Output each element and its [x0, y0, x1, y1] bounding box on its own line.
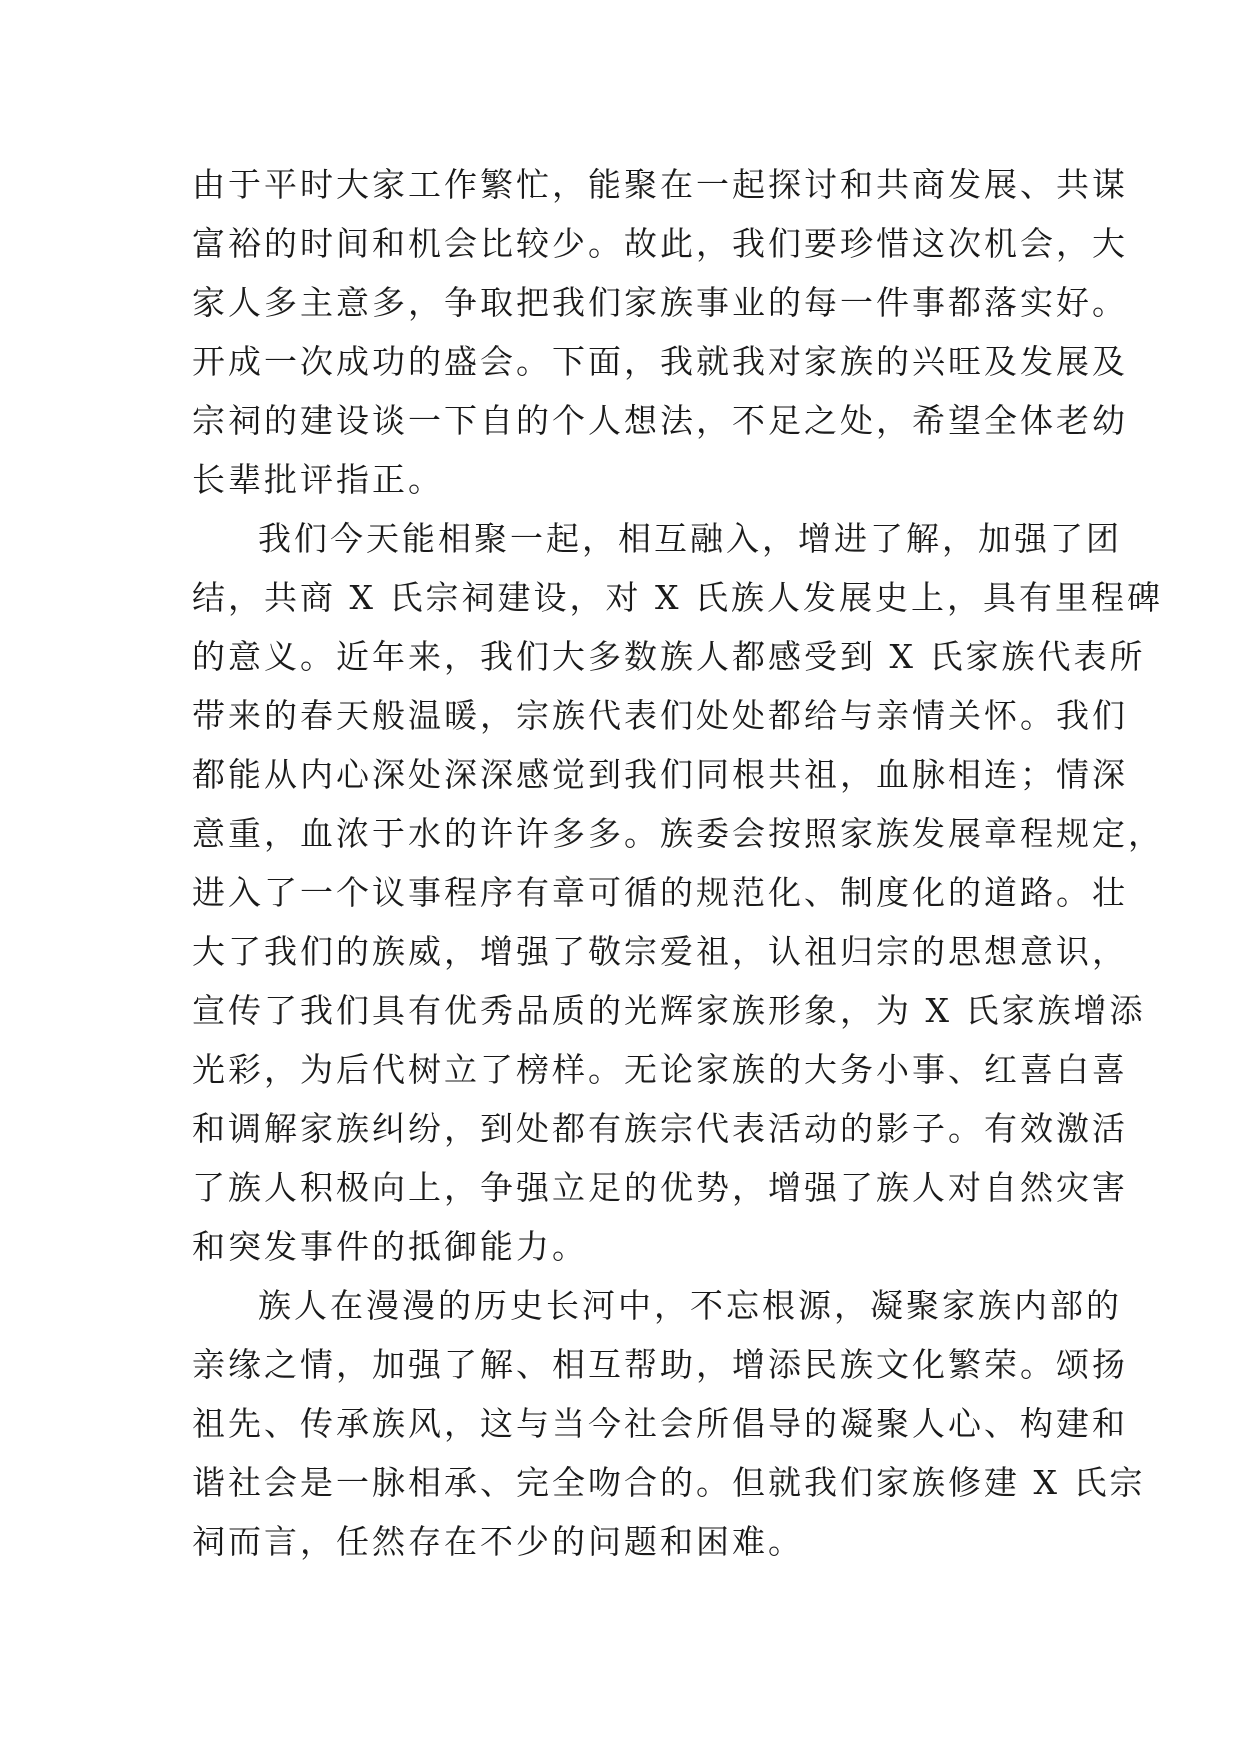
text-line: 结，共商 X 氏宗祠建设，对 X 氏族人发展史上，具有里程碑 — [192, 578, 1163, 617]
text-line: 意重，血浓于水的许许多多。族委会按照家族发展章程规定， — [192, 814, 1164, 853]
text-line: 都能从内心深处深深感觉到我们同根共祖，血脉相连；情深 — [192, 755, 1128, 794]
text-line: 长辈批评指正。 — [192, 460, 444, 499]
text-line: 和突发事件的抵御能力。 — [192, 1227, 588, 1266]
text-line: 了族人积极向上，争强立足的优势，增强了族人对自然灾害 — [192, 1168, 1128, 1207]
paragraph-first-line: 我们今天能相聚一起，相互融入，增进了解，加强了团 — [258, 519, 1122, 558]
paragraph-first-line: 族人在漫漫的历史长河中，不忘根源，凝聚家族内部的 — [258, 1286, 1122, 1325]
text-line: 亲缘之情，加强了解、相互帮助，增添民族文化繁荣。颂扬 — [192, 1345, 1128, 1384]
text-line: 大了我们的族威，增强了敬宗爱祖，认祖归宗的思想意识， — [192, 932, 1128, 971]
text-line: 宣传了我们具有优秀品质的光辉家族形象，为 X 氏家族增添 — [192, 991, 1146, 1030]
text-line: 带来的春天般温暖，宗族代表们处处都给与亲情关怀。我们 — [192, 696, 1128, 735]
text-line: 祠而言，任然存在不少的问题和困难。 — [192, 1522, 804, 1561]
text-line: 祖先、传承族风，这与当今社会所倡导的凝聚人心、构建和 — [192, 1404, 1128, 1443]
text-line: 开成一次成功的盛会。下面，我就我对家族的兴旺及发展及 — [192, 342, 1128, 381]
text-line: 富裕的时间和机会比较少。故此，我们要珍惜这次机会，大 — [192, 224, 1128, 263]
text-line: 宗祠的建设谈一下自的个人想法，不足之处，希望全体老幼 — [192, 401, 1128, 440]
text-line: 谐社会是一脉相承、完全吻合的。但就我们家族修建 X 氏宗 — [192, 1463, 1146, 1502]
text-line: 由于平时大家工作繁忙，能聚在一起探讨和共商发展、共谋 — [192, 165, 1128, 204]
document-body — [192, 155, 1164, 1571]
text-line: 进入了一个议事程序有章可循的规范化、制度化的道路。壮 — [192, 873, 1128, 912]
text-line: 光彩，为后代树立了榜样。无论家族的大务小事、红喜白喜 — [192, 1050, 1128, 1089]
text-line: 家人多主意多，争取把我们家族事业的每一件事都落实好。 — [192, 283, 1128, 322]
text-line: 的意义。近年来，我们大多数族人都感受到 X 氏家族代表所 — [192, 637, 1146, 676]
text-line: 和调解家族纠纷，到处都有族宗代表活动的影子。有效激活 — [192, 1109, 1128, 1148]
